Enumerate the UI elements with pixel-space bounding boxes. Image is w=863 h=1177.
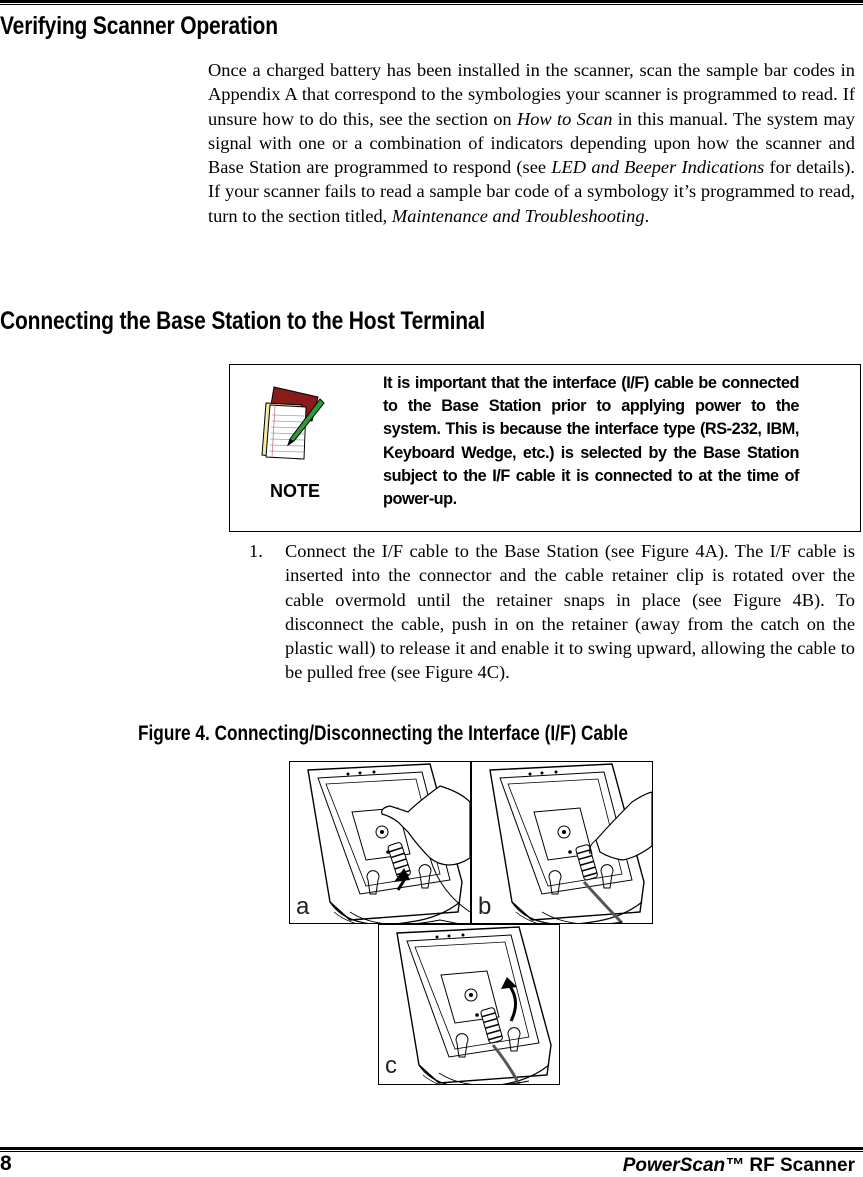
verifying-paragraph: [208, 58, 855, 228]
notepad-pencil-icon: [260, 383, 330, 463]
top-rule: [0, 0, 863, 5]
panel-label-b: b: [478, 893, 492, 920]
heading-connecting-base-station: Connecting the Base Station to the Host Terminal: [0, 307, 486, 335]
note-label: NOTE: [270, 481, 321, 501]
paragraph-text-1: Once a charged battery has been installed in the scanner, scan the sample bar codes in Appendix A that correspond to the symbologies your scanner is programmed to read. If unsure how to do this, see the section on: [208, 60, 855, 129]
note-text: It is important that the interface (I/F) cable be connected to the Base Station prior to applying power to the system. This is because the interface type (RS-232, IBM, Keyboard Wedge, etc.) is selected by the Base Station subject to the I/F cable it is connected to at the time of power-up.: [383, 374, 799, 509]
figure-caption: [138, 722, 628, 746]
heading-verifying-scanner-operation: Verifying Scanner Operation: [0, 12, 278, 40]
step-text: Connect the I/F cable to the Base Station (see Figure 4A). The I/F cable is inserted into the connector and the cable retainer clip is rotated over the cable overmold until the retainer snaps in place (see Figure 4B). To disconnect the cable, push in on the retainer (away from the catch on the plastic wall) to release it and enable it to swing upward, allowing the cable to be pulled free (see Figure 4C).: [285, 541, 855, 683]
paragraph-text-3: for details). If your scanner fails to read a sample bar code of a symbology it’s programmed to read, turn to the section titled,: [208, 157, 855, 226]
figure-title: Connecting/Disconnecting the Interface (I/F) Cable: [214, 722, 628, 745]
how-to-scan-reference: How to Scan: [516, 108, 613, 129]
led-beeper-reference: LED and Beeper Indications: [551, 157, 765, 178]
base-station-retainer-illustration: [472, 762, 652, 923]
figure-panel-b: [471, 761, 653, 924]
step-number: 1.: [249, 541, 263, 561]
note-box: [229, 364, 861, 532]
figure-separator: .: [204, 722, 210, 745]
panel-label-c: c: [385, 1052, 397, 1079]
base-station-connect-illustration: [290, 762, 470, 923]
figure-number: Figure 4: [138, 722, 205, 745]
footer-page-number: 8: [0, 1152, 12, 1175]
paragraph-text-2: in this manual. The system may signal with one or a combination of indicators depending upon how the scanner and Base Station are programmed to respond (see: [208, 108, 855, 178]
maintenance-reference: Maintenance and Troubleshooting: [391, 205, 645, 226]
panel-label-a: a: [296, 893, 310, 920]
footer-product-name: PowerScan™: [622, 1155, 745, 1176]
bottom-rule: [0, 1147, 863, 1152]
figure-panel-a: [289, 761, 471, 924]
figure-panel-c: [378, 924, 560, 1085]
footer-product-title: [623, 1155, 855, 1177]
footer-product-suffix: RF Scanner: [744, 1155, 855, 1176]
base-station-disconnect-illustration: [379, 925, 559, 1084]
paragraph-text-4: .: [644, 205, 650, 226]
